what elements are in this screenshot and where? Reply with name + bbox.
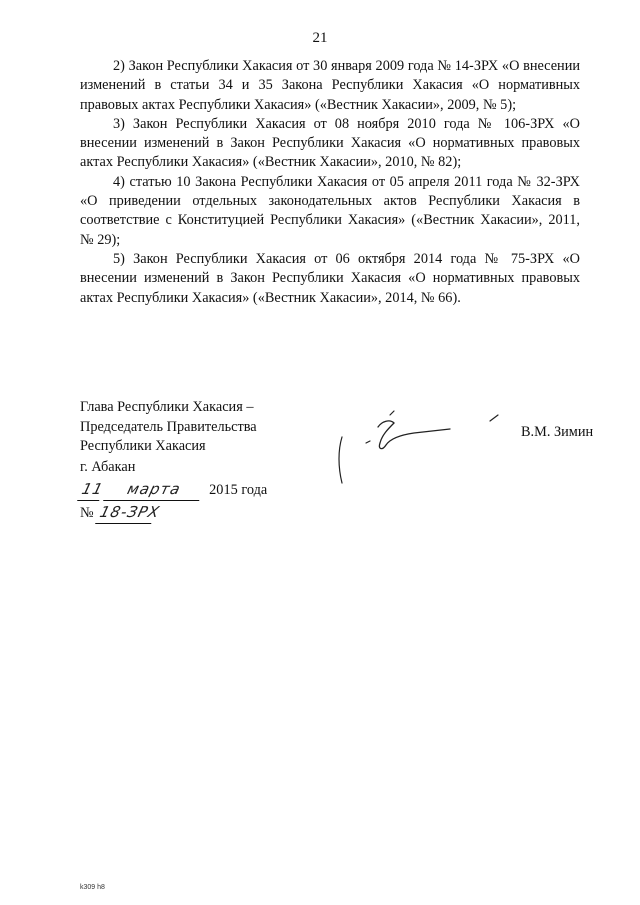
place-and-date [80,456,267,524]
signatory-title-line: Глава Республики Хакасия – [80,399,254,415]
footer-code: k309 h8 [80,884,105,891]
law-number-value: 18-ЗРХ [95,501,157,524]
paragraph-item-3: 3) Закон Республики Хакасия от 08 ноября 2010 года № 106-ЗРХ «О внесении изменений в Закон Республики Хакасия «О нормативных правовых актах Республики Хакасия» («Вестник Хакасии», 2010, № 82); [80,115,580,171]
paragraph-item-5: 5) Закон Республики Хакасия от 06 октября 2014 года № 75-ЗРХ «О внесении изменений в Закон Республики Хакасия «О нормативных правовых актах Республики Хакасия» («Вестник Хакасии», 2014, № 66). [80,250,580,306]
date-month: марта [103,478,205,501]
law-number [80,501,267,524]
law-number-prefix: № [80,505,94,521]
date-day: 11 [77,478,105,501]
signing-date [80,478,267,501]
signature-graphic [330,405,520,495]
signatory-name: В.М. Зимин [521,424,594,440]
signatory-title-line: Председатель Правительства [80,418,257,435]
place: г. Абакан [80,459,136,475]
date-year: 2015 года [209,482,268,498]
document-body [80,57,580,308]
paragraph-item-2: 2) Закон Республики Хакасия от 30 января 2009 года № 14-ЗРХ «О внесении изменений в статьи 34 и 35 Закона Республики Хакасия «О нормативных правовых актах Республики Хакасия» («Вестник Хакасии», 2009, № 5); [80,58,580,113]
signatory-title-line: Республики Хакасия [80,438,206,454]
page-number: 21 [312,30,328,46]
signatory-title [80,398,257,457]
handwritten-signature [330,405,520,500]
paragraph-item-4: 4) статью 10 Закона Республики Хакасия от 05 апреля 2011 года № 32-ЗРХ «О приведении отдельных законодательных актов Республики Хакасия в соответствие с Конституцией Республики Хакасия» («Вестник Хакасии», 2011, № 29); [80,173,580,248]
